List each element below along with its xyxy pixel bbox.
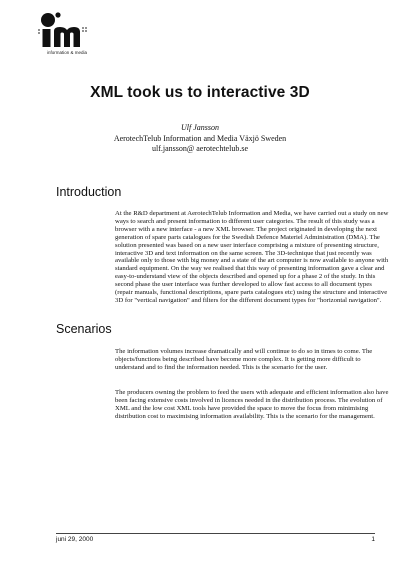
paragraph: The producers owning the problem to feed the users with adequate and efficient information also have been facing extensive costs involved in licences needed in the distribution process. The evolution of XML and the low cost XML tools have provided the space to move the focus from minimising distribution cost to maximising information availability. This is the scenario for the management. <box>115 389 389 420</box>
author-affiliation: AerotechTelub Information and Media Växjö Sweden <box>113 133 287 143</box>
author-block <box>0 123 400 155</box>
author-name: Ulf Jansson <box>181 123 219 132</box>
company-logo <box>34 10 100 55</box>
im-logo-icon <box>34 10 100 50</box>
paragraph: At the R&D department at AerotechTelub Information and Media, we have carried out a study on new ways to search and present information to different user categories. The result of this study was a browser with a new interface - a new XML browser. The project originated in developing the next generation of spare parts catalogues for the Swedish Defence Materiel Administration (DMA). The solution presented was based on a new user interface comprising a mixture of presenting structure, interactive 3D and text information on the same screen. The 3D-technique that just recently was available only to those with big money and a state of the art computer is now available to anyone with standard equipment. On the way we realised that this way of presenting information gave a clear and easy-to-understand view of the objects described and opened up for a phase 2 of the study. In this second phase the user interface was further developed to allow fast access to all document types (repair manuals, functional descriptions, spare parts catalogues etc) using the structure and interactive 3D for "vertical navigation" and filters for the different document types for "horizontal navigation". <box>115 210 389 304</box>
footer-divider <box>56 533 375 534</box>
page-number: 1 <box>371 536 375 543</box>
section-heading-introduction: Introduction <box>56 185 122 199</box>
document-title: XML took us to interactive 3D <box>90 84 310 101</box>
author-email: ulf.jansson@ aerotechtelub.se <box>151 144 248 153</box>
logo-caption: information & media <box>46 50 88 55</box>
section-heading-scenarios: Scenarios <box>56 322 112 336</box>
footer-date: juni 29, 2000 <box>56 536 94 543</box>
paragraph: The information volumes increase dramatically and will continue to do so in times to come. The objects/functions being described have become more complex. It is getting more difficult to understand and to find the information needed. This is the scenario for the user. <box>115 348 373 371</box>
